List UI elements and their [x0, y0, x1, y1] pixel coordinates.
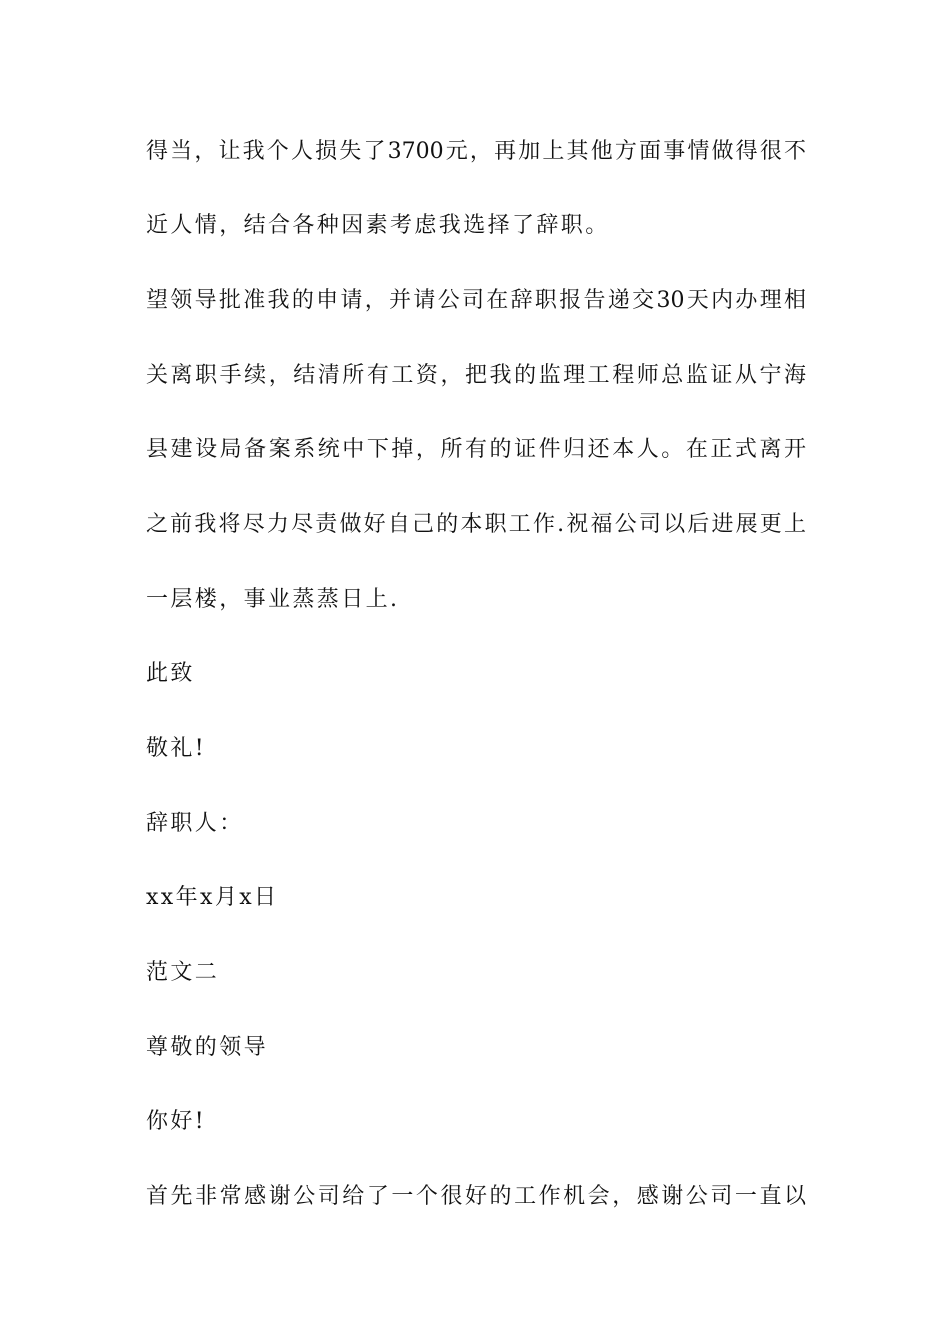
- text-line-6: 之前我将尽力尽责做好自己的本职工作.祝福公司以后进展更上: [146, 512, 806, 537]
- section-heading: 范文二: [146, 960, 220, 985]
- salutation: 尊敬的领导: [146, 1035, 269, 1060]
- text-line-3: 望领导批准我的申请，并请公司在辞职报告递交30天内办理相: [146, 288, 806, 313]
- text-line-15: 首先非常感谢公司给了一个很好的工作机会，感谢公司一直以: [146, 1184, 806, 1209]
- text-line-4: 关离职手续，结清所有工资，把我的监理工程师总监证从宁海: [146, 363, 806, 388]
- signature-label: 辞职人：: [146, 811, 244, 836]
- text-line-7: 一层楼，事业蒸蒸日上.: [146, 587, 400, 612]
- greeting: 你好!: [146, 1109, 207, 1134]
- text-line-1: 得当，让我个人损失了3700元，再加上其他方面事情做得很不: [146, 139, 806, 164]
- text-line-2: 近人情，结合各种因素考虑我选择了辞职。: [146, 213, 610, 238]
- date-line: xx年x月x日: [146, 885, 279, 910]
- closing-ci-zhi: 此致: [146, 661, 195, 686]
- text-line-5: 县建设局备案系统中下掉，所有的证件归还本人。在正式离开: [146, 437, 806, 462]
- closing-jing-li: 敬礼!: [146, 736, 207, 761]
